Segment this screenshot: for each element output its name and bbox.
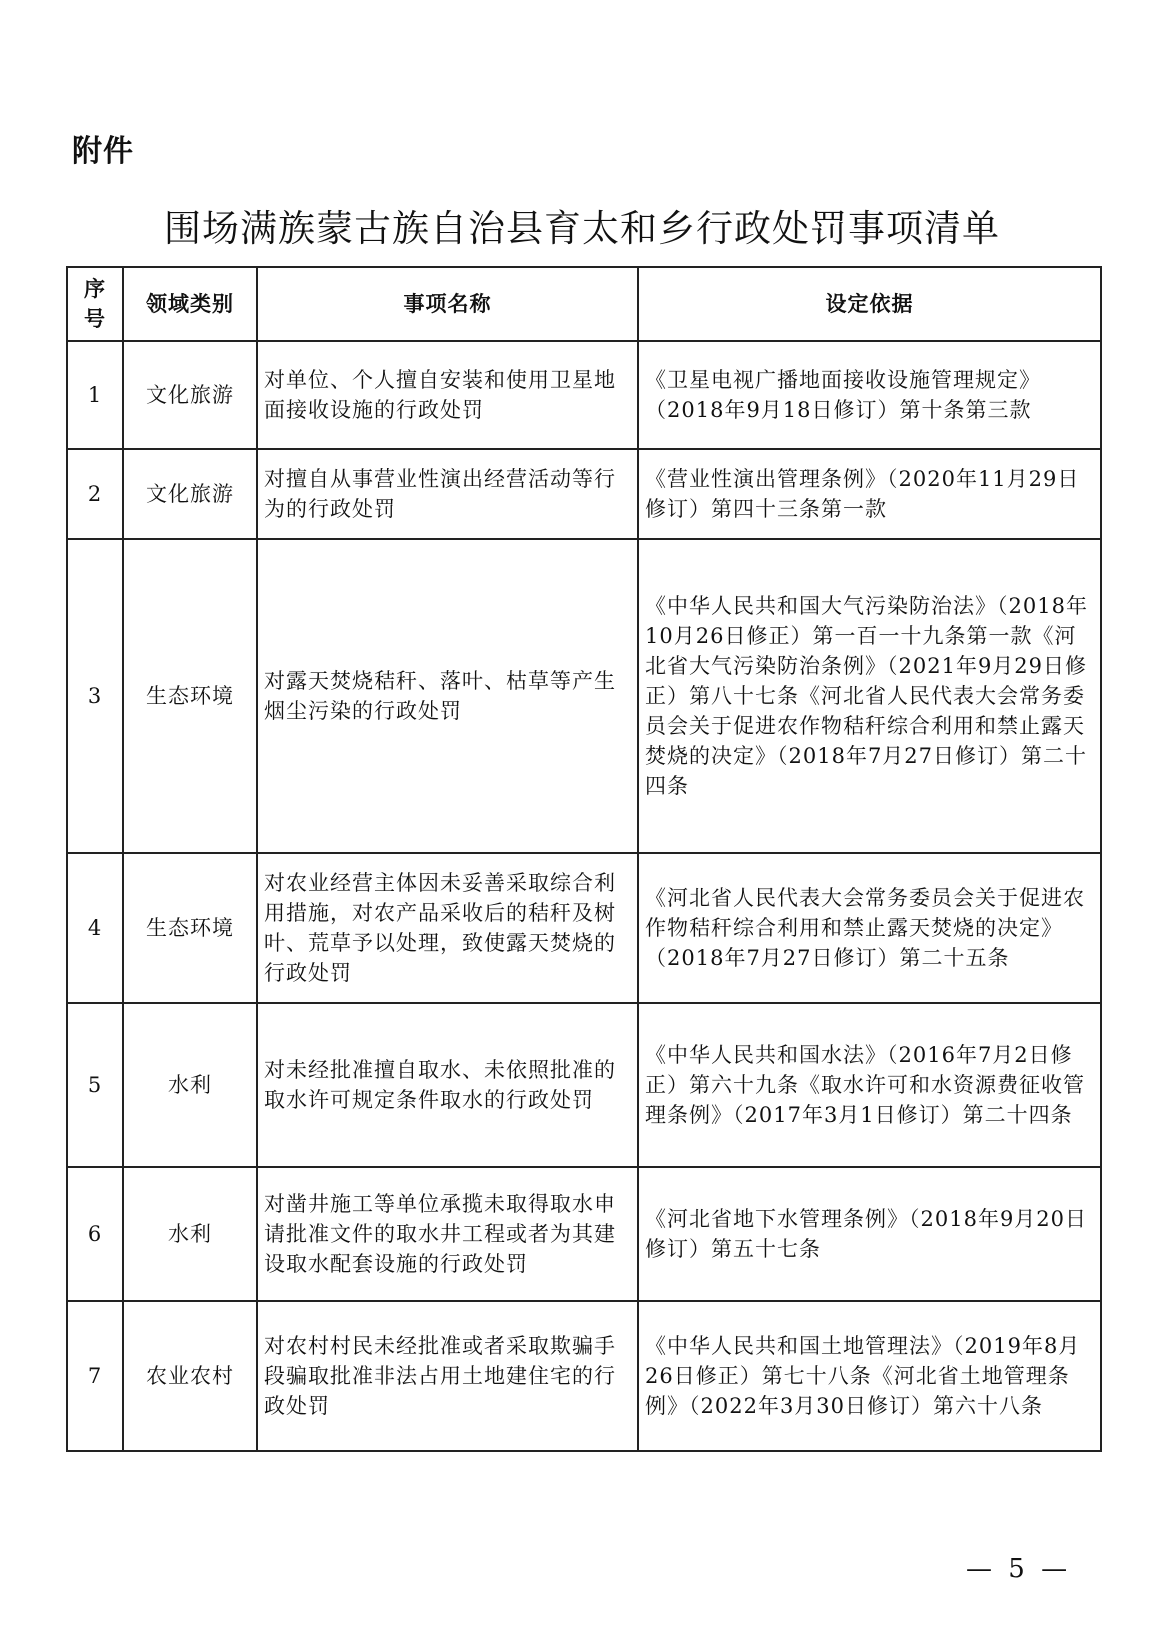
row-number: 1 [67, 341, 123, 449]
row-domain: 文化旅游 [123, 449, 257, 539]
row-legal-basis: 《中华人民共和国水法》（2016年7月2日修正）第六十九条《取水许可和水资源费征收管理条例》（2017年3月1日修订）第二十四条 [638, 1003, 1101, 1167]
table-row [67, 449, 1101, 539]
row-legal-basis: 《河北省地下水管理条例》（2018年9月20日修订）第五十七条 [638, 1167, 1101, 1301]
row-item-name: 对农村村民未经批准或者采取欺骗手段骗取批准非法占用土地建住宅的行政处罚 [257, 1301, 638, 1451]
document-title: 围场满族蒙古族自治县育太和乡行政处罚事项清单 [164, 207, 1000, 250]
table-row [67, 1003, 1101, 1167]
table-row [67, 539, 1101, 853]
table-row [67, 1167, 1101, 1301]
row-domain: 生态环境 [123, 853, 257, 1003]
row-legal-basis: 《中华人民共和国土地管理法》（2019年8月26日修正）第七十八条《河北省土地管理条例》（2022年3月30日修订）第六十八条 [638, 1301, 1101, 1451]
row-item-name: 对单位、个人擅自安装和使用卫星地面接收设施的行政处罚 [257, 341, 638, 449]
row-item-name: 对擅自从事营业性演出经营活动等行为的行政处罚 [257, 449, 638, 539]
row-legal-basis: 《营业性演出管理条例》（2020年11月29日修订）第四十三条第一款 [638, 449, 1101, 539]
row-legal-basis: 《卫星电视广播地面接收设施管理规定》（2018年9月18日修订）第十条第三款 [638, 341, 1101, 449]
row-number: 2 [67, 449, 123, 539]
column-header-number: 序号 [67, 267, 123, 341]
row-number: 6 [67, 1167, 123, 1301]
column-header-legal-basis: 设定依据 [638, 267, 1101, 341]
table-row [67, 341, 1101, 449]
row-legal-basis: 《中华人民共和国大气污染防治法》（2018年10月26日修正）第一百一十九条第一款《河北省大气污染防治条例》（2021年9月29日修正）第八十七条《河北省人民代表大会常务委员会关于促进农作物秸秆综合利用和禁止露天焚烧的决定》（2018年7月27日修订）第二十四条 [638, 539, 1101, 853]
row-domain: 农业农村 [123, 1301, 257, 1451]
row-item-name: 对露天焚烧秸秆、落叶、枯草等产生烟尘污染的行政处罚 [257, 539, 638, 853]
row-item-name: 对凿井施工等单位承揽未取得取水申请批准文件的取水井工程或者为其建设取水配套设施的行政处罚 [257, 1167, 638, 1301]
row-domain: 水利 [123, 1003, 257, 1167]
row-item-name: 对农业经营主体因未妥善采取综合利用措施，对农产品采收后的秸秆及树叶、荒草予以处理，致使露天焚烧的行政处罚 [257, 853, 638, 1003]
penalty-items-table [66, 266, 1102, 1452]
row-domain: 文化旅游 [123, 341, 257, 449]
attachment-label: 附件 [72, 134, 134, 169]
row-domain: 生态环境 [123, 539, 257, 853]
page-number: — 5 — [966, 1554, 1072, 1584]
column-header-item-name: 事项名称 [257, 267, 638, 341]
row-number: 5 [67, 1003, 123, 1167]
column-header-domain: 领域类别 [123, 267, 257, 341]
table-row [67, 853, 1101, 1003]
row-legal-basis: 《河北省人民代表大会常务委员会关于促进农作物秸秆综合利用和禁止露天焚烧的决定》（2018年7月27日修订）第二十五条 [638, 853, 1101, 1003]
table-header-row [67, 267, 1101, 341]
row-number: 4 [67, 853, 123, 1003]
row-number: 3 [67, 539, 123, 853]
table-row [67, 1301, 1101, 1451]
row-domain: 水利 [123, 1167, 257, 1301]
row-item-name: 对未经批准擅自取水、未依照批准的取水许可规定条件取水的行政处罚 [257, 1003, 638, 1167]
row-number: 7 [67, 1301, 123, 1451]
